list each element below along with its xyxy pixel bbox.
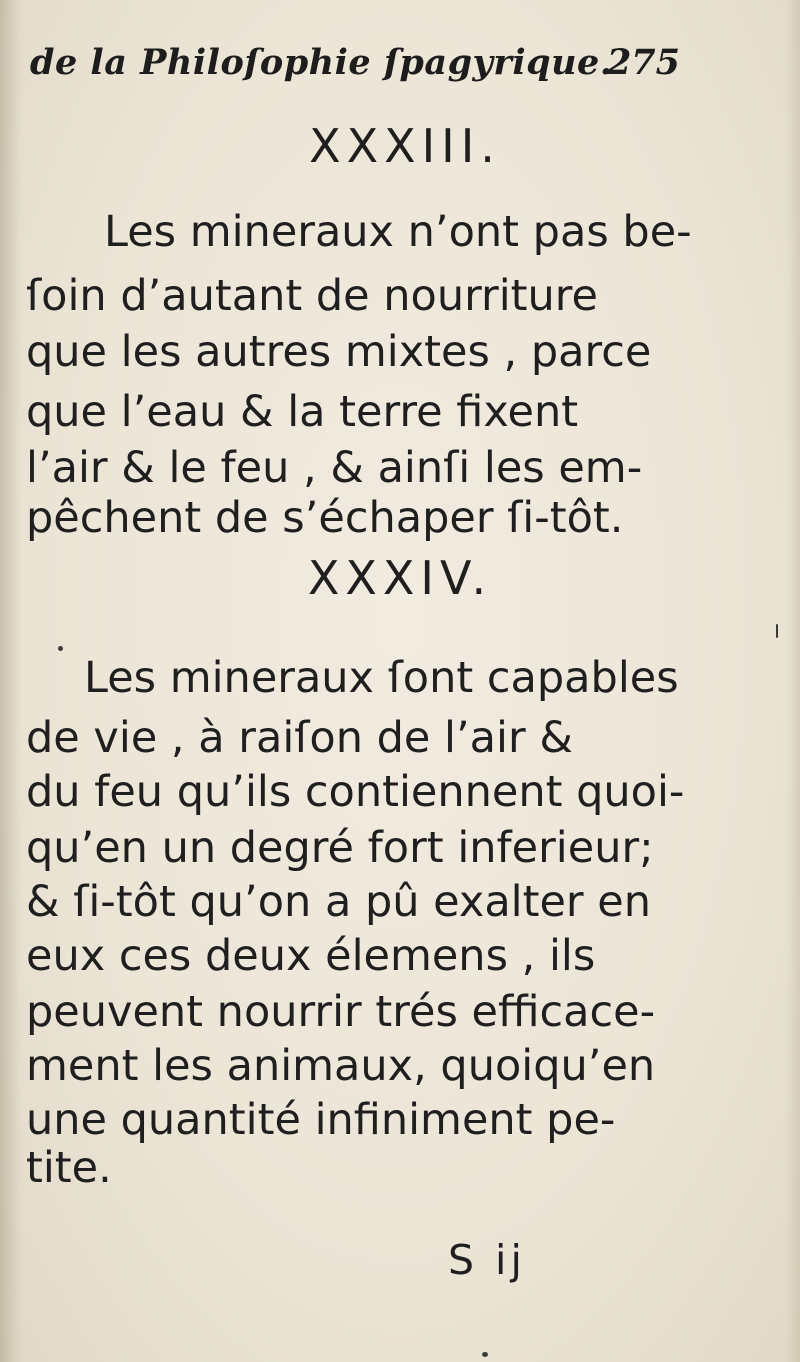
- text-line: ment les animaux, quoiqu’en: [26, 1041, 656, 1091]
- text-line: du feu qu’ils contiennent quoi-: [26, 767, 685, 817]
- text-line: ſoin d’autant de nourriture: [26, 271, 598, 321]
- text-line: Les mineraux n’ont pas be-: [104, 207, 692, 257]
- text-line: l’air & le feu , & ainſi les em-: [26, 443, 643, 493]
- ink-speck: [776, 624, 778, 638]
- text-line: tite.: [26, 1143, 112, 1193]
- ink-speck: [58, 646, 63, 651]
- gutter-shadow: [0, 0, 22, 1362]
- signature-mark: S ij: [448, 1236, 526, 1284]
- text-line: peuvent nourrir trés efficace-: [26, 987, 656, 1037]
- text-line: que l’eau & la terre fixent: [26, 387, 579, 437]
- text-line: qu’en un degré fort inferieur;: [26, 823, 654, 873]
- page-edge-shadow: [786, 0, 800, 1362]
- text-line: eux ces deux élemens , ils: [26, 931, 596, 981]
- text-line: & ſi-tôt qu’on a pû exalter en: [26, 877, 651, 927]
- page-number: 275: [606, 42, 680, 83]
- section-heading-xxxiv: XXXIV.: [307, 551, 493, 605]
- running-head-title: de la Philoſophie ſpagyrique.: [30, 42, 613, 83]
- text-line: Les mineraux ſont capables: [84, 653, 679, 703]
- text-line: que les autres mixtes , parce: [26, 327, 652, 377]
- text-line: une quantité infiniment pe-: [26, 1095, 616, 1145]
- running-head: [30, 38, 680, 98]
- section-heading-xxxiii: XXXIII.: [309, 119, 501, 173]
- text-line: de vie , à raiſon de l’air &: [26, 713, 573, 763]
- text-line: pêchent de s’échaper ſi-tôt.: [26, 493, 624, 543]
- ink-speck: [482, 1352, 488, 1357]
